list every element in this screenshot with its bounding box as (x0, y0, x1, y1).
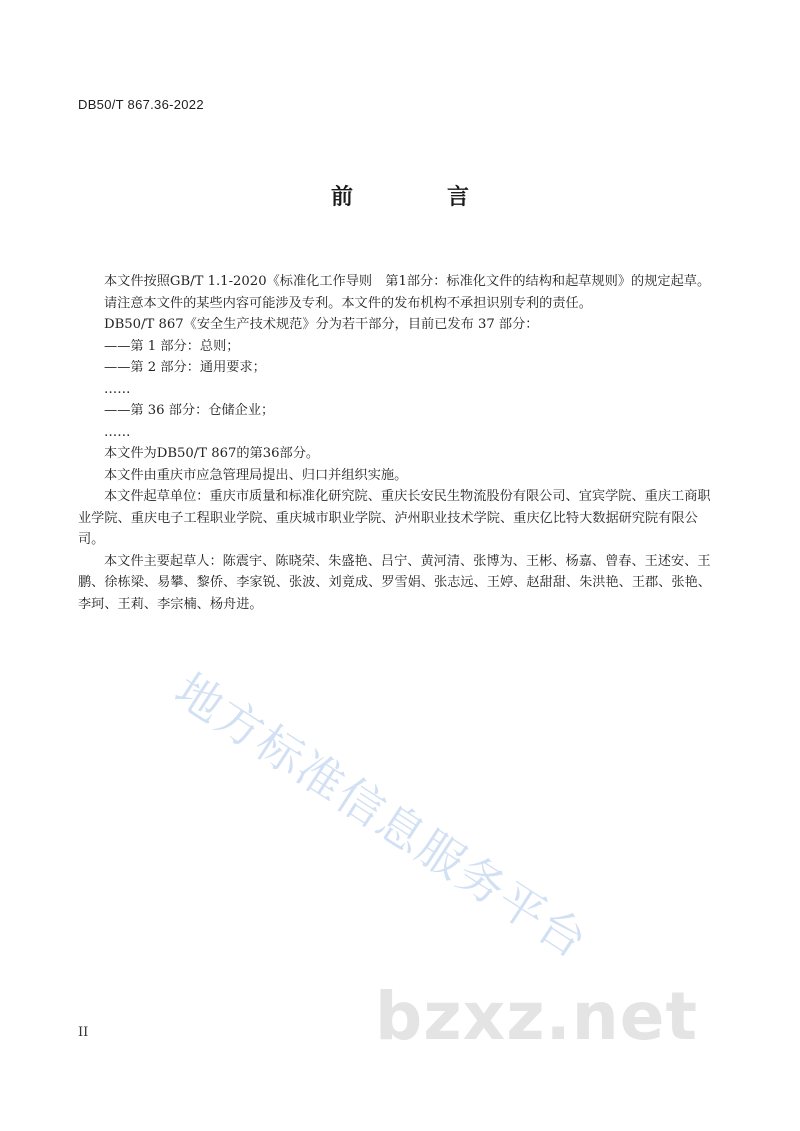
paragraph-part-number: 本文件为DB50/T 867的第36部分。 (104, 446, 320, 461)
foreword-body (78, 271, 723, 615)
list-item: …… (104, 381, 131, 397)
document-id: DB50/T 867.36-2022 (78, 97, 204, 112)
list-item: ——第 36 部分：仓储企业； (104, 403, 275, 418)
paragraph-drafting-rules: 本文件按照GB/T 1.1-2020《标准化工作导则 第1部分：标准化文件的结构和起草规则》的规定起草。 (104, 274, 711, 289)
platform-watermark: 地方标准信息服务平台 (165, 662, 598, 970)
paragraph-parts-intro: DB50/T 867《安全生产技术规范》分为若干部分，目前已发布 37 部分： (104, 317, 539, 332)
page-title: 前 言 (330, 185, 505, 210)
paragraph-drafting-units: 本文件起草单位：重庆市质量和标准化研究院、重庆长安民生物流股份有限公司、宜宾学院、重庆工商职业学院、重庆电子工程职业学院、重庆城市职业学院、泸州职业技术学院、重庆亿比特大数据研究院有限公司。 (78, 489, 711, 547)
list-item: ——第 2 部分：通用要求； (104, 360, 266, 375)
paragraph-drafters: 本文件主要起草人：陈震宇、陈晓荣、朱盛艳、吕宁、黄河清、张博为、王彬、杨嘉、曾春、王述安、王鹏、徐栋梁、易攀、黎侨、李家锐、张波、刘竟成、罗雪娟、张志远、王婷、赵甜甜、朱洪艳、王郡、张艳、李珂、王莉、李宗楠、杨舟进。 (78, 553, 711, 612)
page-number: II (78, 1025, 89, 1040)
list-item: ——第 1 部分：总则； (104, 338, 240, 354)
paragraph-patent-notice: 请注意本文件的某些内容可能涉及专利。本文件的发布机构不承担识别专利的责任。 (104, 295, 592, 311)
list-item: …… (104, 424, 131, 440)
paragraph-proposer: 本文件由重庆市应急管理局提出、归口并组织实施。 (104, 467, 408, 483)
site-watermark: bzxz.net (375, 978, 699, 1055)
